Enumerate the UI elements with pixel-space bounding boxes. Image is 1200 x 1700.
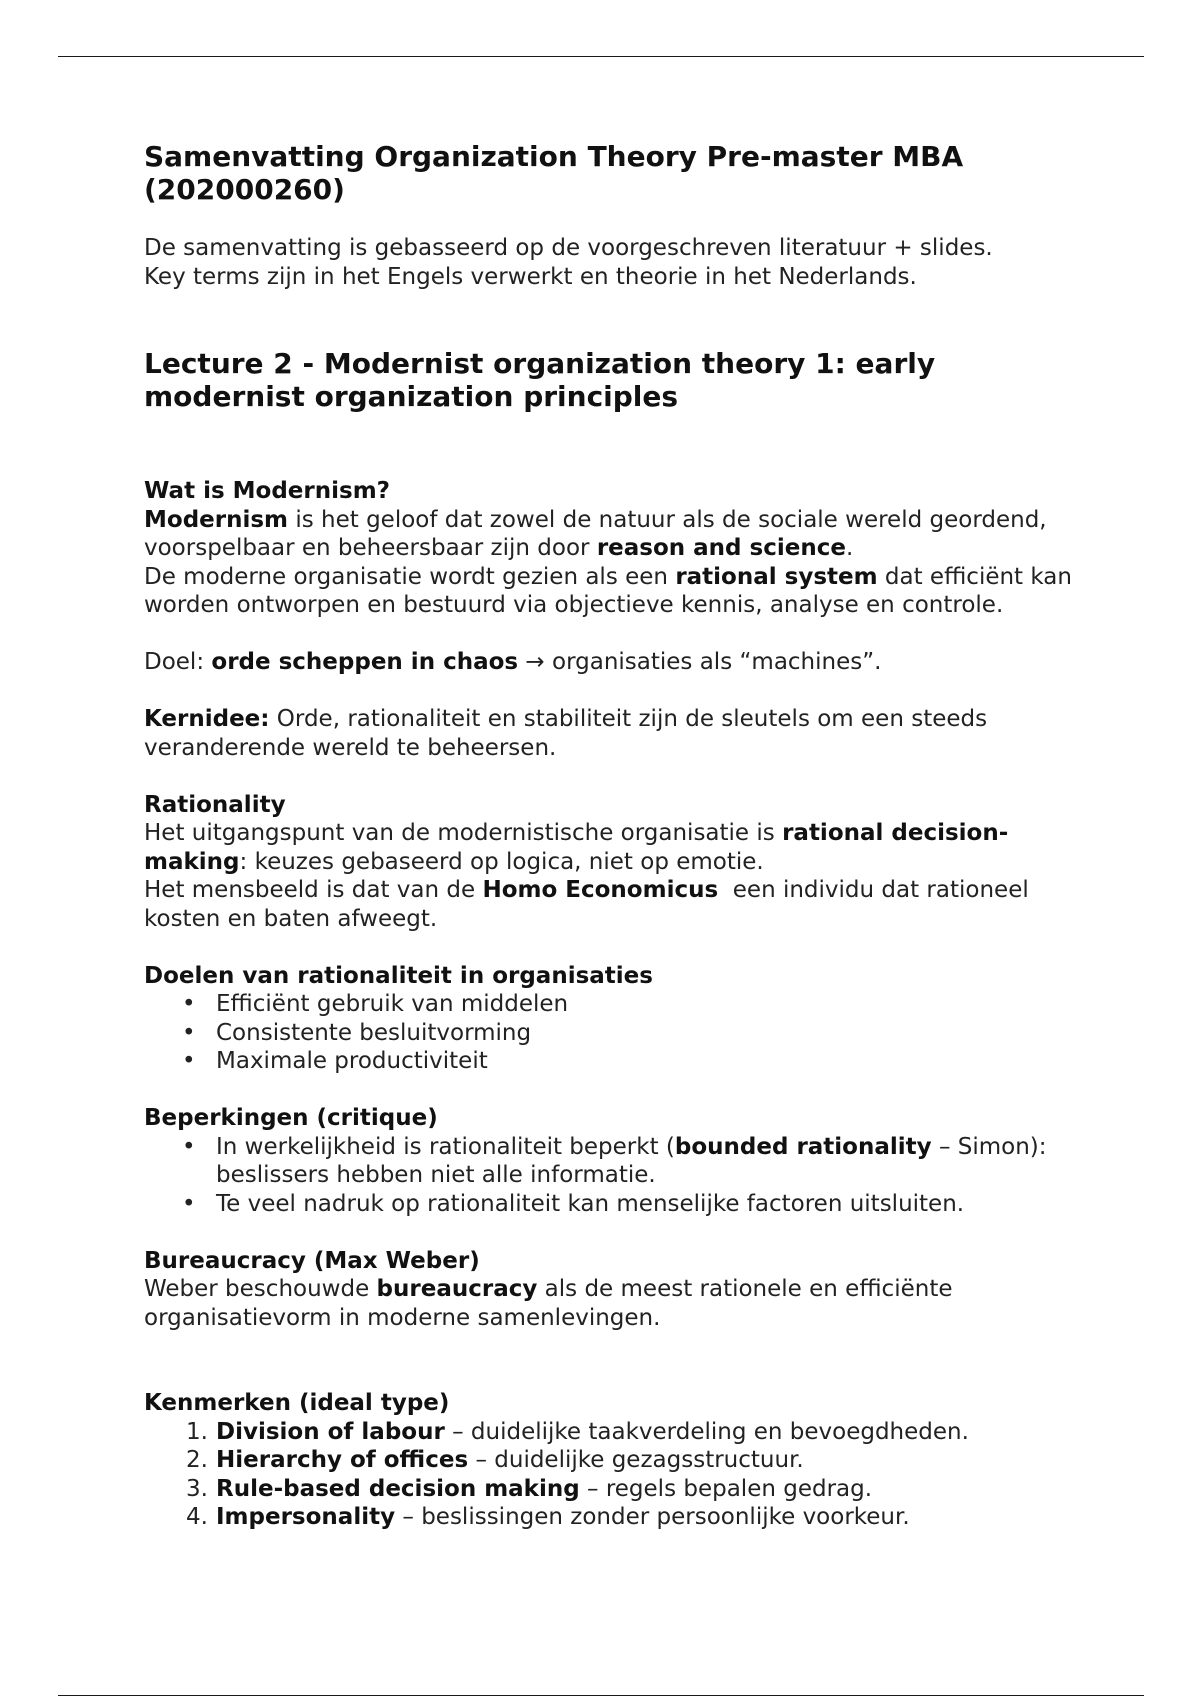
term-orde-scheppen: orde scheppen in chaos (211, 649, 519, 675)
rationality-text: : keuzes gebaseerd op logica, niet op emotie. (239, 848, 764, 875)
term-reason-and-science: reason and science (596, 535, 846, 561)
rationality-text: een individu dat rationeel kosten en baten afweegt. (144, 877, 1037, 932)
list-number: 1. (186, 1418, 208, 1445)
bullet-marker: • (182, 1190, 196, 1217)
feature-text: – beslissingen zonder persoonlijke voorkeur. (395, 1504, 910, 1530)
kernidee-label: Kernidee: (144, 706, 270, 732)
bullet-marker: • (182, 1048, 196, 1074)
list-item (144, 1503, 1084, 1532)
section-heading-rationality: Rationality (144, 791, 286, 818)
features-list (144, 1418, 1084, 1532)
list-item-text: – Simon): beslissers hebben niet alle informatie. (216, 1133, 1047, 1188)
bureaucracy-text: Weber beschouwde (144, 1276, 377, 1302)
modernism-paragraph-1 (144, 506, 1084, 563)
kernidee-paragraph (144, 705, 1084, 762)
list-item (144, 1418, 1084, 1447)
top-divider (58, 56, 1144, 57)
intro-line-2: Key terms zijn in het Engels verwerkt en theorie in het Nederlands. (144, 263, 917, 290)
list-number: 3. (186, 1475, 208, 1502)
goals-list (144, 990, 1084, 1076)
document-title: Samenvatting Organization Theory Pre-master MBA (202000260) (144, 140, 964, 206)
list-item-text: Maximale productiviteit (216, 1048, 488, 1074)
rationality-paragraph-2 (144, 876, 1084, 933)
list-number: 4. (186, 1504, 208, 1530)
limits-list (144, 1133, 1084, 1219)
lecture-title: Lecture 2 - Modernist organization theory 1: early modernist organization principles (144, 347, 936, 413)
feature-text: – duidelijke gezagsstructuur. (468, 1447, 804, 1473)
section-heading-goals: Doelen van rationaliteit in organisaties (144, 962, 653, 989)
list-item (144, 1133, 1084, 1190)
bullet-marker: • (182, 1133, 196, 1160)
bottom-divider (58, 1695, 1144, 1696)
list-item-text: Consistente besluitvorming (216, 1019, 532, 1046)
feature-term: Division of labour (216, 1418, 445, 1445)
term-homo-economicus: Homo Economicus (482, 877, 719, 903)
doel-label: Doel: (144, 649, 212, 675)
doel-paragraph (144, 648, 1084, 677)
list-item (144, 1019, 1084, 1048)
bureaucracy-paragraph (144, 1275, 1084, 1332)
feature-text: – duidelijke taakverdeling en bevoegdheden. (444, 1418, 969, 1445)
list-item (144, 1475, 1084, 1504)
intro-line-1: De samenvatting is gebasseerd op de voorgeschreven literatuur + slides. (144, 235, 993, 261)
feature-term: Rule-based decision making (216, 1475, 580, 1502)
rationality-text: Het mensbeeld is dat van de (144, 877, 483, 903)
modernism-paragraph-2 (144, 563, 1084, 620)
rationality-paragraph-1 (144, 819, 1084, 876)
list-item-text: Efficiënt gebruik van middelen (216, 991, 569, 1017)
term-rational-system: rational system (675, 563, 878, 590)
modernism-text: is het geloof dat zowel de natuur als de sociale wereld geordend, voorspelbaar en beheersbaar zijn door (144, 506, 1047, 561)
doel-text: → organisaties als “machines”. (518, 649, 882, 675)
modernism-text: De moderne organisatie wordt gezien als een (144, 563, 676, 590)
section-heading-limits: Beperkingen (critique) (144, 1105, 438, 1131)
term-bounded-rationality: bounded rationality (674, 1133, 932, 1160)
section-heading-bureaucracy: Bureaucracy (Max Weber) (144, 1247, 480, 1274)
list-item-text: Te veel nadruk op rationaliteit kan menselijke factoren uitsluiten. (216, 1190, 965, 1217)
list-item (144, 1190, 1084, 1219)
feature-term: Impersonality (216, 1504, 396, 1530)
kernidee-text: Orde, rationaliteit en stabiliteit zijn de sleutels om een steeds veranderende wereld te beheersen. (144, 706, 988, 761)
intro (144, 234, 1084, 291)
list-item (144, 990, 1084, 1019)
section-heading-features: Kenmerken (ideal type) (144, 1390, 450, 1416)
modernism-text: dat efficiënt kan worden ontworpen en bestuurd via objectieve kennis, analyse en controle. (144, 563, 1072, 618)
bureaucracy-text: als de meest rationele en efficiënte organisatievorm in moderne samenlevingen. (144, 1276, 953, 1331)
rationality-text: Het uitgangspunt van de modernistische organisatie is (144, 820, 783, 846)
document-body (144, 140, 1084, 1532)
term-bureaucracy: bureaucracy (376, 1276, 538, 1302)
list-item (144, 1047, 1084, 1076)
feature-text: – regels bepalen gedrag. (579, 1475, 873, 1502)
term-modernism: Modernism (144, 506, 289, 533)
list-item-text: In werkelijkheid is rationaliteit beperkt ( (216, 1133, 675, 1160)
bullet-marker: • (182, 991, 196, 1017)
term-rational-decision-making: rational decision-making (144, 820, 1009, 875)
section-heading-modernism: Wat is Modernism? (144, 478, 391, 504)
list-item (144, 1446, 1084, 1475)
list-number: 2. (186, 1447, 208, 1473)
bullet-marker: • (182, 1019, 196, 1046)
feature-term: Hierarchy of offices (216, 1447, 469, 1473)
modernism-text: . (845, 535, 854, 561)
